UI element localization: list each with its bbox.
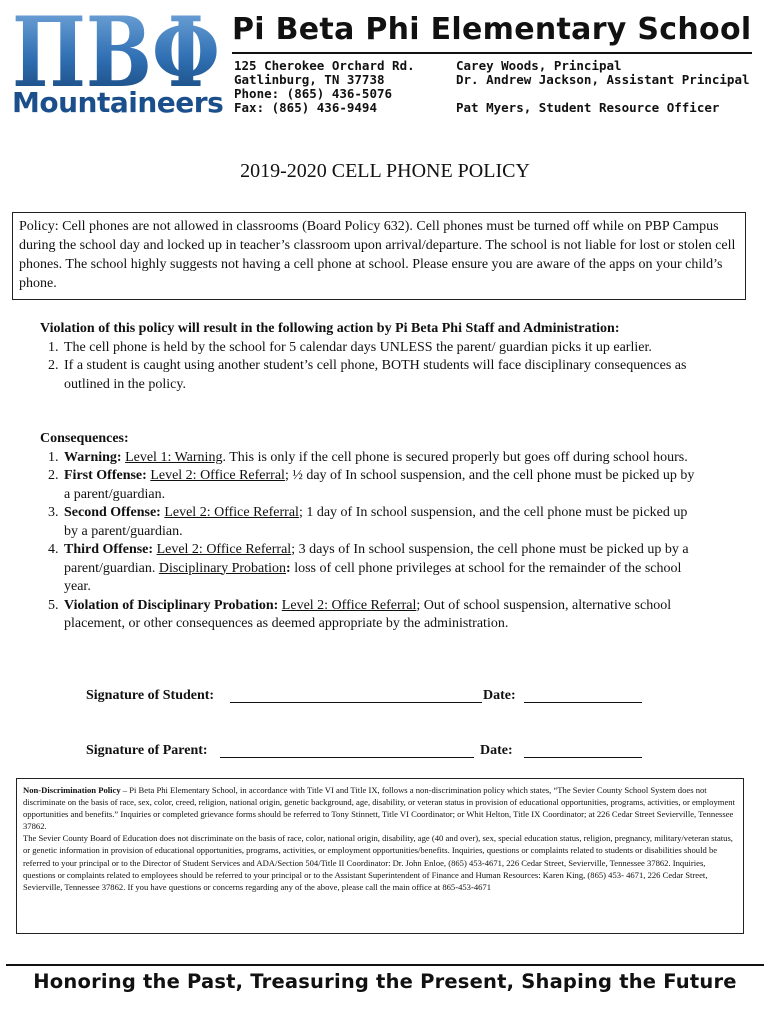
principal-name: Carey Woods, Principal <box>456 58 622 73</box>
non-discrimination-heading: Non-Discrimination Policy <box>23 785 121 795</box>
school-address-block <box>234 59 415 115</box>
address-city: Gatlinburg, TN 37738 <box>234 72 385 87</box>
violation-heading: Violation of this policy will result in the following action by Pi Beta Phi Staff and Administration: <box>40 321 620 336</box>
resource-officer-name: Pat Myers, Student Resource Officer <box>456 100 720 115</box>
footer-divider <box>6 964 764 966</box>
non-discrimination-box <box>16 778 744 934</box>
school-logo <box>12 4 222 96</box>
consequence-item <box>62 467 700 504</box>
fax-number: Fax: (865) 436-9494 <box>234 100 377 115</box>
probation-term: Disciplinary Probation <box>158 560 287 576</box>
student-date-label: Date: <box>483 688 516 703</box>
address-street: 125 Cherokee Orchard Rd. <box>234 58 415 73</box>
consequences-section <box>40 430 700 634</box>
consequence-level: Level 2: Office Referral <box>164 505 299 520</box>
consequence-text: . This is only if the cell phone is secured properly but goes off during school hours. <box>222 449 688 465</box>
policy-box <box>12 212 746 300</box>
logo-letters: ΠΒΦ <box>12 4 220 96</box>
consequence-label: Third Offense: <box>64 542 154 557</box>
non-discrimination-text: – Pi Beta Phi Elementary School, in accordance with Title VI and Title IX, follows a non-discrimination policy which states, “The Sevier County School System does not discriminate on the basis of race, sex, color, creed, religion, national origin, genetic background, age, disability, or veteran status in provision of educational opportunities, programs, activities, or employment opportunities and benefits.” Inquiries or completed grievance forms should be referred to Tony Stinnett, Title VI Coordinator; or Whit Helton, Title IX Coordinator; at 226 Cedar Street Sevierville, Tennessee 37862. <box>23 785 735 832</box>
non-discrimination-para-2: The Sevier County Board of Education does not discriminate on the basis of race, color, national origin, disability, age (40 and over), sex, special education status, religion, pregnancy, military/veteran status, or genetic information in provision of educational opportunities, programs, activities, or employment opportunities/benefits. Inquiries, questions or complaints related to students or disabilities should be referred to your principal or to the Director of Student Services and ADA/Section 504/Title II Coordinator: Dr. John Enloe, (865) 453-4671, 226 Cedar Street, Sevierville, Tennessee 37862. Inquiries, questions or complaints related to employees should be referred to your principal or to the Assistant Superintendent of Finance and Human Resources: Karen King, (865) 453- 4671, 226 Cedar Street, Sevierville, Tennessee 37862. If you have questions or concerns regarding any of the above, please call the main office at 865-453-4671 <box>23 833 733 892</box>
page-title: 2019-2020 CELL PHONE POLICY <box>240 160 530 182</box>
school-name: Pi Beta Phi Elementary School <box>232 12 752 47</box>
parent-signature-field[interactable] <box>220 757 474 758</box>
consequence-label: Warning: <box>64 449 122 465</box>
staff-block <box>456 59 750 87</box>
policy-text: Policy: Cell phones are not allowed in classrooms (Board Policy 632). Cell phones must be turned off while on PBP Campus during the school day and locked up in teacher’s classroom upon arrival/departure. The school is not liable for lost or stolen cell phones. The school highly suggests not having a cell phone at school. Please ensure you are aware of the apps on your child’s phone. <box>19 219 736 291</box>
parent-date-field[interactable] <box>524 757 642 758</box>
phone-number: Phone: (865) 436-5076 <box>234 86 393 101</box>
consequence-text: ; Out of school suspension, alternative school placement, or other consequences as deemed appropriate by the administration. <box>64 597 672 631</box>
consequence-item <box>62 449 700 468</box>
violation-item: 1. The cell phone is held by the school for 5 calendar days UNLESS the parent/ guardian picks it up earlier. <box>62 339 700 358</box>
violation-section <box>40 320 700 394</box>
parent-date-label: Date: <box>480 743 513 758</box>
violation-list <box>40 339 700 395</box>
consequence-label: First Offense: <box>64 468 147 483</box>
consequences-list <box>40 449 700 634</box>
consequence-text: ; 1 day of In school suspension, and the cell phone must be picked up by a parent/guardian. <box>64 505 688 539</box>
student-date-field[interactable] <box>524 702 642 703</box>
consequence-level: Level 2: Office Referral <box>281 597 417 613</box>
logo-mascot: Mountaineers <box>12 86 224 119</box>
consequence-label: Second Offense: <box>64 505 161 520</box>
probation-text: loss of cell phone privileges at school for the remainder of the school year. <box>64 560 682 594</box>
consequences-heading: Consequences: <box>40 431 129 446</box>
probation-colon: : <box>286 560 291 576</box>
header-divider <box>232 52 752 54</box>
school-motto: Honoring the Past, Treasuring the Present, Shaping the Future <box>33 970 737 993</box>
student-signature-field[interactable] <box>230 702 482 703</box>
consequence-level: Level 2: Office Referral <box>150 468 285 483</box>
consequence-level: Level 1: Warning <box>125 449 223 465</box>
consequence-item <box>62 504 700 541</box>
consequence-item <box>62 597 700 634</box>
consequence-label: Violation of Disciplinary Probation: <box>64 597 279 613</box>
violation-item: 2. If a student is caught using another student’s cell phone, BOTH students will face disciplinary consequences as outlined in the policy. <box>62 357 700 394</box>
consequence-item <box>62 541 700 597</box>
consequence-text: ; ½ day of In school suspension, and the cell phone must be picked up by a parent/guardian. <box>64 468 695 502</box>
parent-signature-label: Signature of Parent: <box>86 743 208 758</box>
consequence-text: ; 3 days of In school suspension, the cell phone must be picked up by a parent/guardian. <box>64 542 689 576</box>
consequence-level: Level 2: Office Referral <box>156 542 292 557</box>
student-signature-label: Signature of Student: <box>86 688 215 703</box>
non-discrimination-para-1 <box>23 784 737 832</box>
assistant-principal-name: Dr. Andrew Jackson, Assistant Principal <box>456 72 750 87</box>
